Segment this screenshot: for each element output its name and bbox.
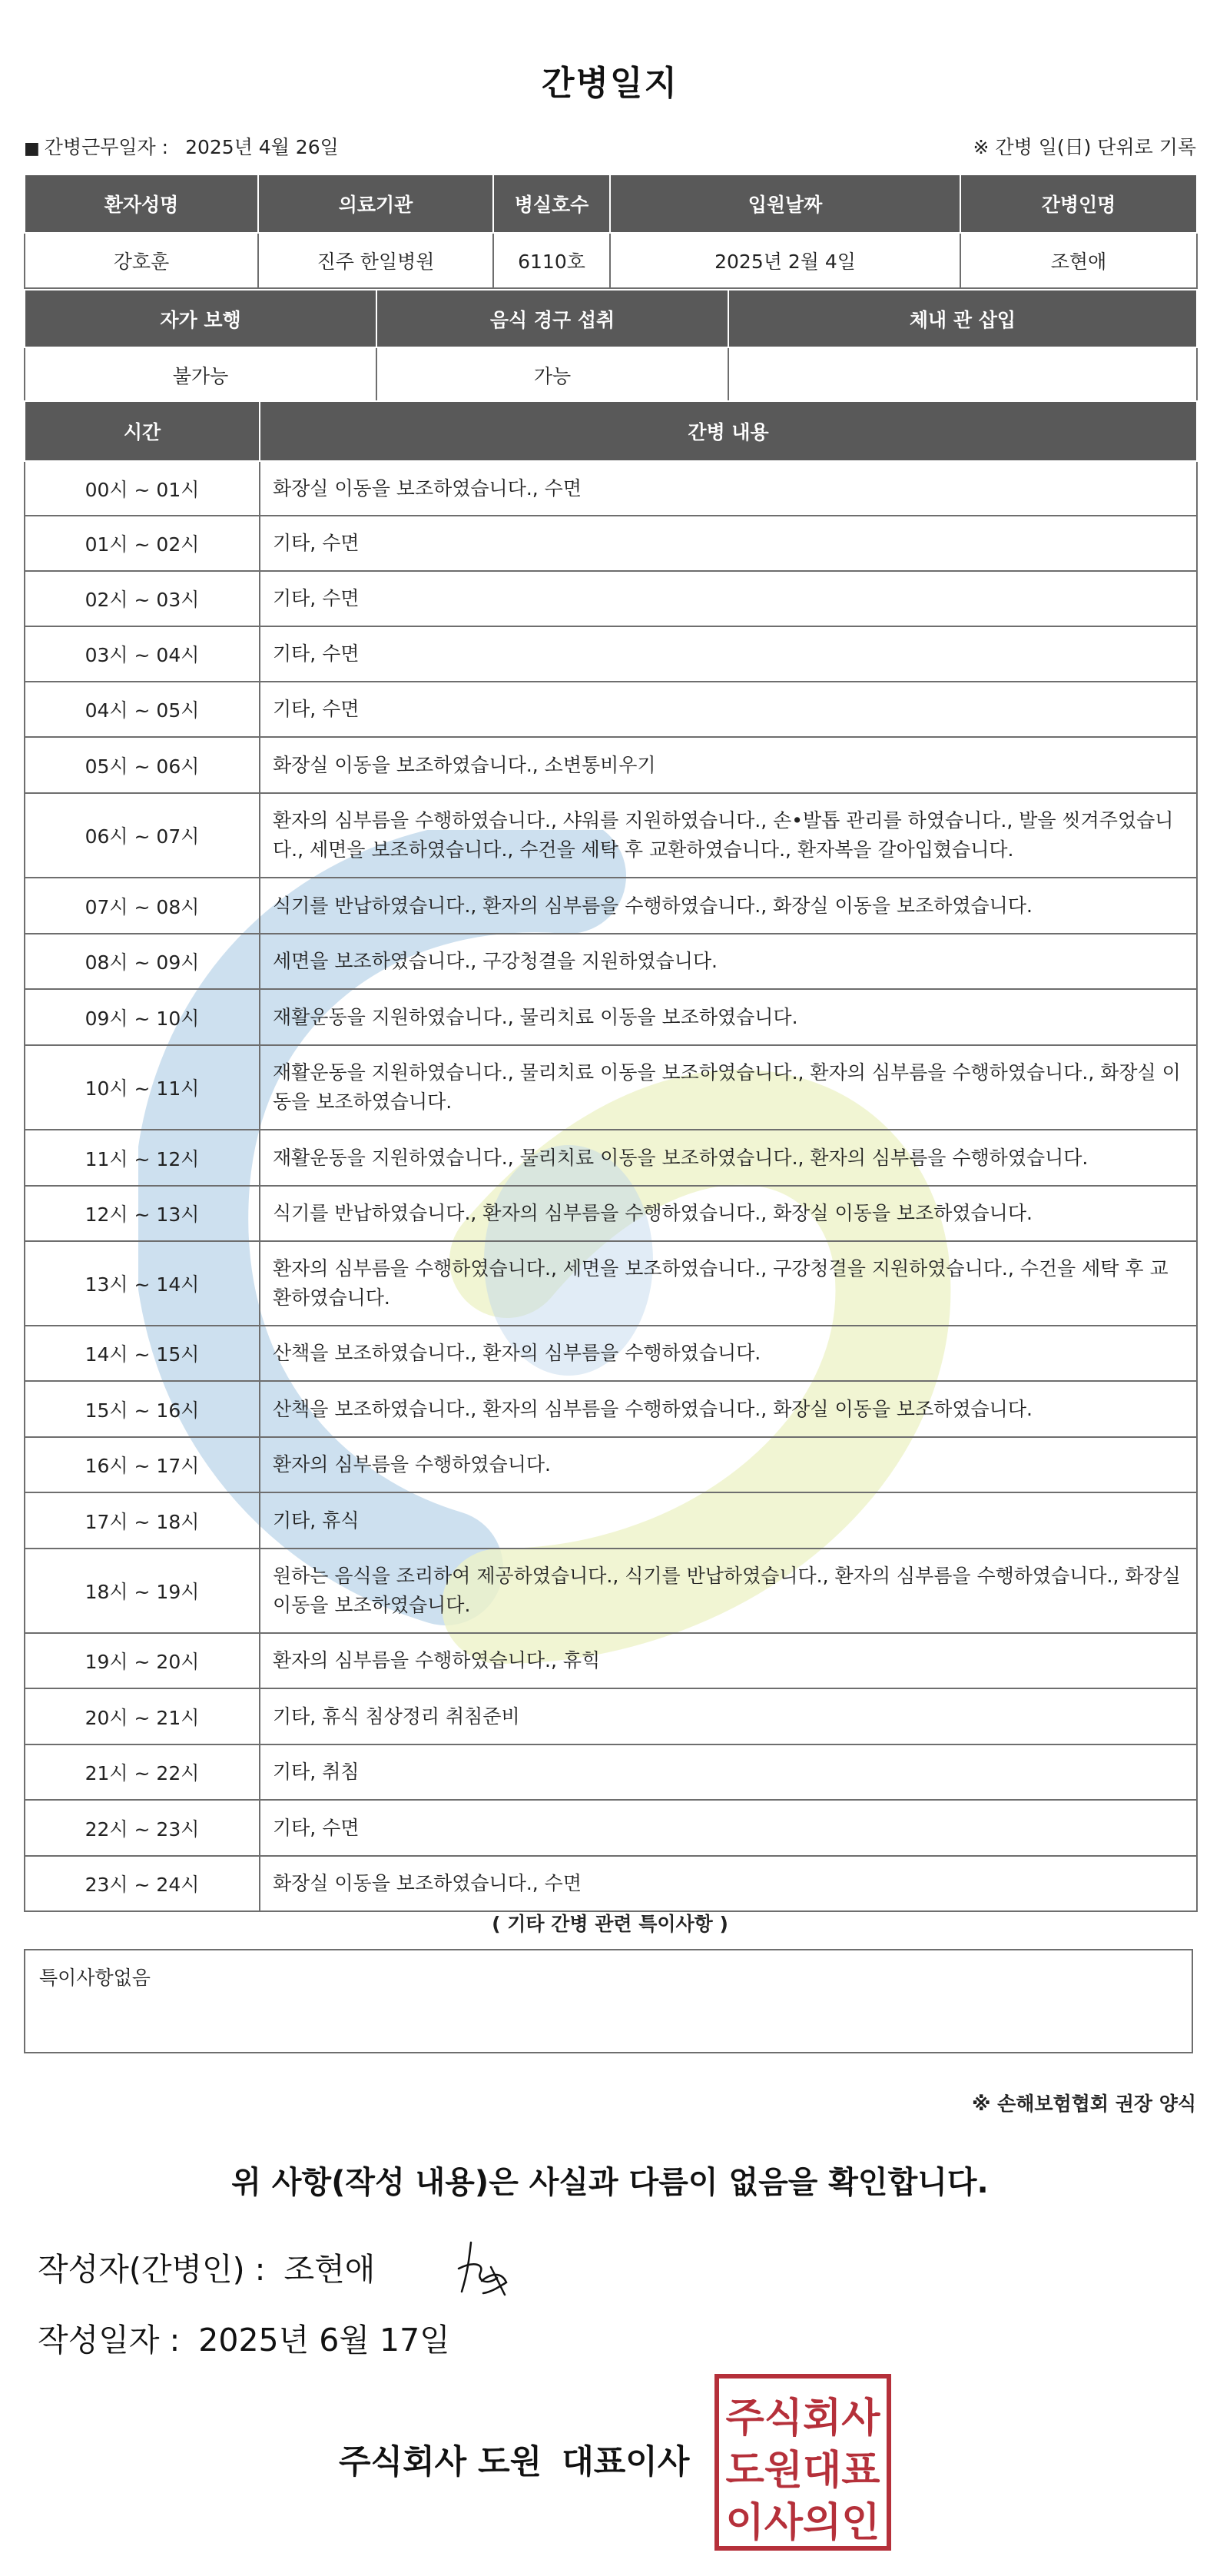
content-cell: 환자의 심부름을 수행하였습니다., 세면을 보조하였습니다., 구강청결을 지원하였습니다., 수건을 세탁 후 교환하였습니다. [260,1241,1197,1326]
table-row [25,1633,1197,1688]
content-cell: 세면을 보조하였습니다., 구강청결을 지원하였습니다. [260,934,1197,989]
time-cell: 12시 ~ 13시 [25,1186,260,1241]
table-row [25,1186,1197,1241]
table-row [25,737,1197,793]
special-notes-title: ( 기타 간병 관련 특이사항 ) [492,1913,728,1935]
content-cell: 기타, 수면 [260,682,1197,737]
table-row [25,989,1197,1045]
company-line [339,2436,689,2483]
table-row [25,626,1197,682]
header-room: 병실호수 [493,174,610,233]
content-cell: 재활운동을 지원하였습니다., 물리치료 이동을 보조하였습니다., 환자의 심부름을 수행하였습니다. [260,1130,1197,1186]
content-cell: 기타, 휴식 침상정리 취침준비 [260,1688,1197,1744]
patient-info-table [24,174,1198,289]
table-row [25,1800,1197,1856]
time-cell: 13시 ~ 14시 [25,1241,260,1326]
table-row [25,1492,1197,1549]
header-tube-insertion: 체내 관 삽입 [728,290,1197,347]
content-cell: 기타, 수면 [260,1800,1197,1856]
time-cell: 21시 ~ 22시 [25,1744,260,1800]
written-date-line [38,2315,450,2360]
content-cell: 식기를 반납하였습니다., 환자의 심부름을 수행하였습니다., 화장실 이동을 보조하였습니다. [260,1186,1197,1241]
header-hospital: 의료기관 [258,174,493,233]
table-row [25,461,1197,516]
time-cell: 07시 ~ 08시 [25,878,260,934]
content-cell: 환자의 심부름을 수행하였습니다., 샤워를 지원하였습니다., 손•발톱 관리를 하였습니다., 발을 씻겨주었습니다., 세면을 보조하였습니다., 수건을 세탁 후 교환하였습니다., 환자복을 갈아입혔습니다. [260,793,1197,878]
table-row [25,516,1197,571]
admission-date: 2025년 2월 4일 [610,233,960,288]
content-cell: 환자의 심부름을 수행하였습니다. [260,1437,1197,1492]
time-cell: 15시 ~ 16시 [25,1381,260,1437]
table-row [25,1856,1197,1911]
content-cell: 기타, 취침 [260,1744,1197,1800]
content-cell: 재활운동을 지원하였습니다., 물리치료 이동을 보조하였습니다. [260,989,1197,1045]
table-row [25,1688,1197,1744]
time-cell: 23시 ~ 24시 [25,1856,260,1911]
time-cell: 11시 ~ 12시 [25,1130,260,1186]
seal-line-3: 이사의인 [725,2500,880,2546]
content-cell: 기타, 휴식 [260,1492,1197,1549]
header-walking: 자가 보행 [25,290,376,347]
hospital-name: 진주 한일병원 [258,233,493,288]
header-oral-intake: 음식 경구 섭취 [376,290,728,347]
time-cell: 06시 ~ 07시 [25,793,260,878]
time-cell: 10시 ~ 11시 [25,1045,260,1130]
work-date-label: 간병근무일자 : [44,136,169,158]
room-number: 6110호 [493,233,610,288]
content-cell: 원하는 음식을 조리하여 제공하였습니다., 식기를 반납하였습니다., 환자의 심부름을 수행하였습니다., 화장실 이동을 보조하였습니다. [260,1549,1197,1633]
content-cell: 산책을 보조하였습니다., 환자의 심부름을 수행하였습니다. [260,1326,1197,1381]
table-row [25,1381,1197,1437]
seal-line-2: 도원대표 [725,2448,880,2494]
content-cell: 화장실 이동을 보조하였습니다., 수면 [260,1856,1197,1911]
care-log-table [24,400,1198,1912]
patient-name: 강호훈 [25,233,258,288]
time-cell: 04시 ~ 05시 [25,682,260,737]
seal-line-1: 주식회사 [725,2395,880,2442]
table-row [25,1326,1197,1381]
confirmation-statement: 위 사항(작성 내용)은 사실과 다름이 없음을 확인합니다. [231,2165,989,2200]
content-cell: 화장실 이동을 보조하였습니다., 소변통비우기 [260,737,1197,793]
time-cell: 02시 ~ 03시 [25,571,260,626]
signature [451,2238,517,2299]
time-cell: 00시 ~ 01시 [25,461,260,516]
time-cell: 14시 ~ 15시 [25,1326,260,1381]
table-row [25,1045,1197,1130]
square-icon: ■ [24,139,40,158]
time-cell: 17시 ~ 18시 [25,1492,260,1549]
writer-name: 조현애 [283,2251,376,2288]
work-date [24,132,339,160]
header-caregiver-name: 간병인명 [960,174,1197,233]
time-cell: 22시 ~ 23시 [25,1800,260,1856]
tube-insertion-status [728,347,1197,402]
writer-label: 작성자(간병인) : [38,2251,266,2288]
written-date-value: 2025년 6월 17일 [198,2322,450,2359]
table-row [25,1744,1197,1800]
header-care-content: 간병 내용 [260,401,1197,461]
table-row [25,878,1197,934]
time-cell: 01시 ~ 02시 [25,516,260,571]
writer-line [38,2244,375,2289]
header-admission-date: 입원날짜 [610,174,960,233]
walking-status: 불가능 [25,347,376,402]
time-cell: 16시 ~ 17시 [25,1437,260,1492]
company-name: 주식회사 도원 [339,2443,542,2481]
company-seal [714,2373,892,2551]
table-row [25,1130,1197,1186]
time-cell: 09시 ~ 10시 [25,989,260,1045]
caregiver-name: 조현애 [960,233,1197,288]
table-row [25,682,1197,737]
content-cell: 기타, 수면 [260,571,1197,626]
time-cell: 18시 ~ 19시 [25,1549,260,1633]
time-cell: 03시 ~ 04시 [25,626,260,682]
content-cell: 환자의 심부름을 수행하였습니다., 휴힉 [260,1633,1197,1688]
table-row [25,571,1197,626]
time-cell: 08시 ~ 09시 [25,934,260,989]
patient-status-table [24,289,1198,403]
oral-intake-status: 가능 [376,347,728,402]
table-row [25,793,1197,878]
special-notes-box: 특이사항없음 [24,1949,1193,2053]
time-cell: 05시 ~ 06시 [25,737,260,793]
company-representative: 대표이사 [562,2443,690,2481]
header-patient-name: 환자성명 [25,174,258,233]
insurance-note: ※ 손해보험협회 권장 양식 [972,2093,1196,2115]
table-row [25,1241,1197,1326]
work-date-value: 2025년 4월 26일 [185,136,339,158]
time-cell: 20시 ~ 21시 [25,1688,260,1744]
header-time: 시간 [25,401,260,461]
page-title: 간병일지 [541,64,678,103]
content-cell: 기타, 수면 [260,626,1197,682]
table-row [25,1549,1197,1633]
time-cell: 19시 ~ 20시 [25,1633,260,1688]
content-cell: 재활운동을 지원하였습니다., 물리치료 이동을 보조하였습니다., 환자의 심부름을 수행하였습니다., 화장실 이동을 보조하였습니다. [260,1045,1197,1130]
content-cell: 기타, 수면 [260,516,1197,571]
content-cell: 화장실 이동을 보조하였습니다., 수면 [260,461,1197,516]
content-cell: 산책을 보조하였습니다., 환자의 심부름을 수행하였습니다., 화장실 이동을 보조하였습니다. [260,1381,1197,1437]
table-row [25,934,1197,989]
content-cell: 식기를 반납하였습니다., 환자의 심부름을 수행하였습니다., 화장실 이동을 보조하였습니다. [260,878,1197,934]
unit-note: ※ 간병 일(日) 단위로 기록 [973,136,1196,158]
written-date-label: 작성일자 : [38,2322,181,2359]
table-row [25,1437,1197,1492]
